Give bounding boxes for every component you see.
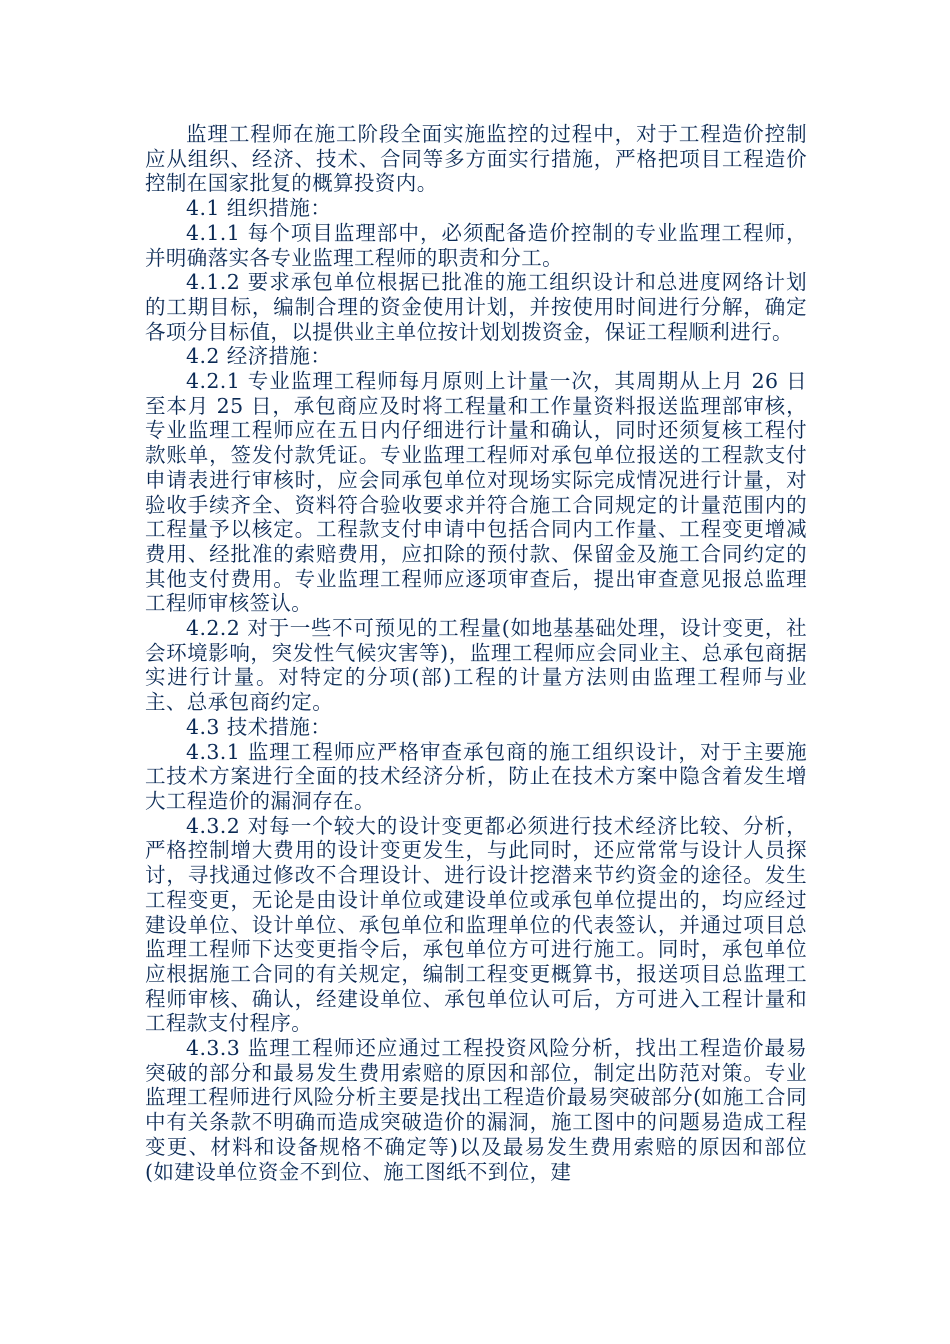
paragraph-4-3-1: 4.3.1 监理工程师应严格审查承包商的施工组织设计，对于主要施工技术方案进行全面的技术经济分析，防止在技术方案中隐含着发生增大工程造价的漏洞存在。 bbox=[145, 739, 807, 813]
document-body bbox=[145, 122, 807, 1184]
paragraph-4-1-2: 4.1.2 要求承包单位根据已批准的施工组织设计和总进度网络计划的工期目标，编制合理的资金使用计划，并按使用时间进行分解，确定各项分目标值，以提供业主单位按计划划拨资金，保证工程顺利进行。 bbox=[145, 270, 807, 344]
section-heading-technical-measures: 4.3 技术措施： bbox=[186, 714, 332, 739]
paragraph-4-3-2: 4.3.2 对每一个较大的设计变更都必须进行技术经济比较、分析，严格控制增大费用的设计变更发生，与此同时，还应常常与设计人员探讨，寻找通过修改不合理设计、进行设计挖潜来节约资金的途径。发生工程变更，无论是由设计单位或建设单位或承包单位提出的，均应经过建设单位、设计单位、承包单位和监理单位的代表签认，并通过项目总监理工程师下达变更指令后，承包单位方可进行施工。同时，承包单位应根据施工合同的有关规定，编制工程变更概算书，报送项目总监理工程师审核、确认，经建设单位、承包单位认可后，方可进入工程计量和工程款支付程序。 bbox=[145, 813, 807, 1036]
paragraph-4-1-1: 4.1.1 每个项目监理部中，必须配备造价控制的专业监理工程师，并明确落实各专业监理工程师的职责和分工。 bbox=[145, 220, 807, 270]
section-heading-organizational-measures: 4.1 组织措施： bbox=[186, 196, 332, 221]
section-heading-economic-measures: 4.2 经济措施： bbox=[186, 344, 332, 369]
intro-paragraph: 监理工程师在施工阶段全面实施监控的过程中，对于工程造价控制应从组织、经济、技术、合同等多方面实行措施，严格把项目工程造价控制在国家批复的概算投资内。 bbox=[145, 122, 807, 196]
paragraph-4-2-2: 4.2.2 对于一些不可预见的工程量(如地基基础处理，设计变更，社会环境影响，突发性气候灾害等)，监理工程师应会同业主、总承包商据实进行计量。对特定的分项(部)工程的计量方法则由监理工程师与业主、总承包商约定。 bbox=[145, 616, 807, 715]
paragraph-4-2-1: 4.2.1 专业监理工程师每月原则上计量一次，其周期从上月 26 日至本月 25 日，承包商应及时将工程量和工作量资料报送监理部审核，专业监理工程师应在五日内仔细进行计量和确认，同时还须复核工程付款账单，签发付款凭证。专业监理工程师对承包单位报送的工程款支付申请表进行审核时，应会同承包单位对现场实际完成情况进行计量，对验收手续齐全、资料符合验收要求并符合施工合同规定的计量范围内的工程量予以核定。工程款支付申请中包括合同内工作量、工程变更增减费用、经批准的索赔费用，应扣除的预付款、保留金及施工合同约定的其他支付费用。专业监理工程师应逐项审查后，提出审查意见报总监理工程师审核签认。 bbox=[145, 369, 807, 616]
paragraph-4-3-3: 4.3.3 监理工程师还应通过工程投资风险分析，找出工程造价最易突破的部分和最易发生费用索赔的原因和部位，制定出防范对策。专业监理工程师进行风险分析主要是找出工程造价最易突破部分(如施工合同中有关条款不明确而造成突破造价的漏洞，施工图中的问题易造成工程变更、材料和设备规格不确定等)以及最易发生费用索赔的原因和部位(如建设单位资金不到位、施工图纸不到位，建 bbox=[145, 1036, 807, 1184]
